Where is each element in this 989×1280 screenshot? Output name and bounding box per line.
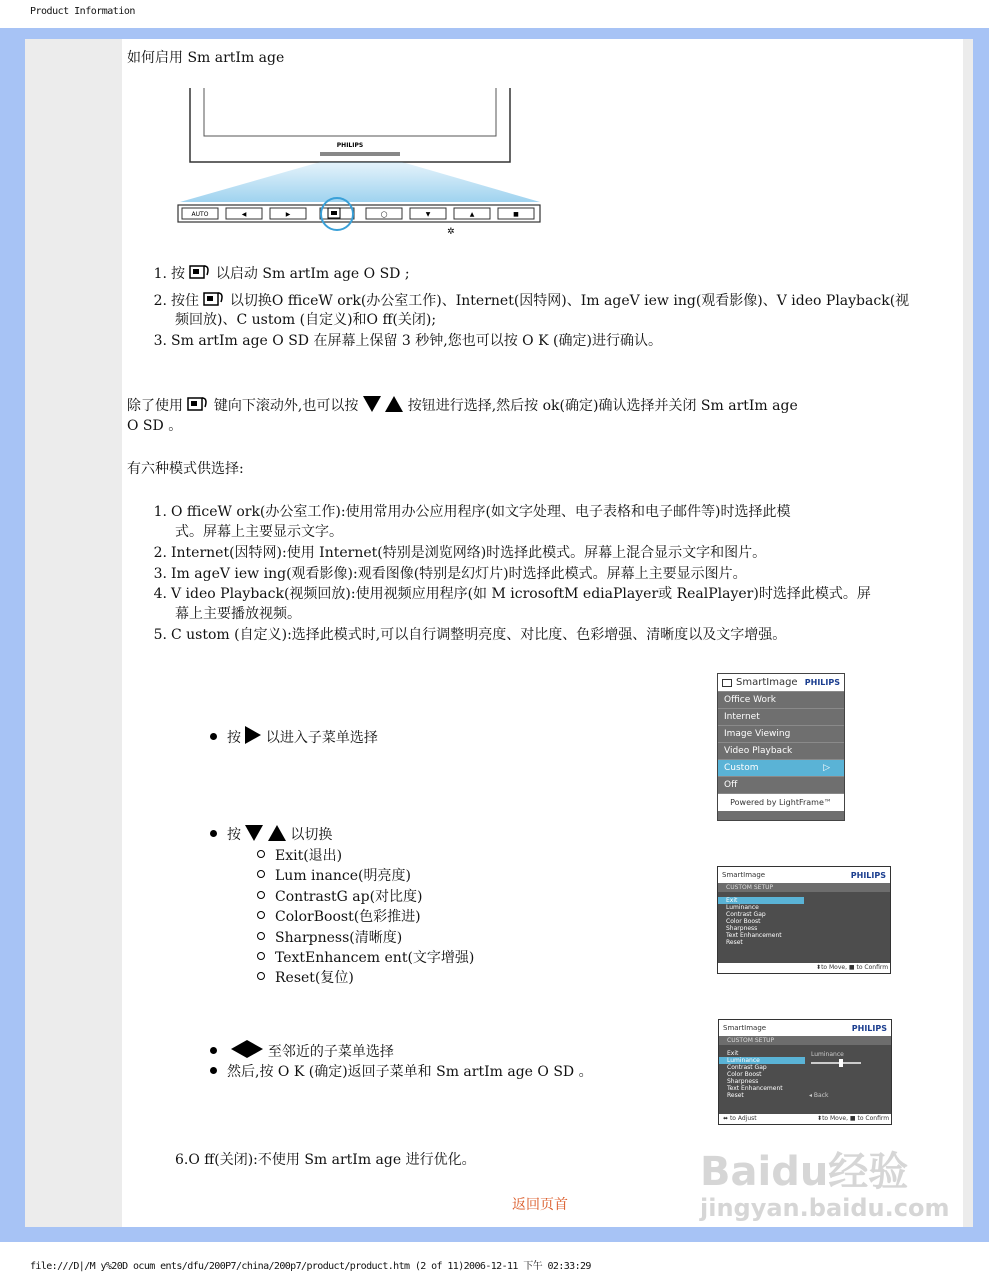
sub-item: Sharpness(清晰度) xyxy=(257,928,402,948)
page-footer-path: file:///D|/M y%20D ocum ents/dfu/200P7/china/200p7/product/product.htm (2 of 11)2006-12-11 下午 02:33:29 xyxy=(30,1261,591,1272)
osd-titlebar xyxy=(718,674,844,691)
circle-bullet-icon xyxy=(257,932,265,940)
osd-subtitle: CUSTOM SETUP xyxy=(719,1036,891,1045)
osd-item: Internet xyxy=(718,708,844,725)
bullet-confirm: 然后,按 O K (确定)返回子菜单和 Sm artIm age O SD 。 xyxy=(210,1062,593,1082)
svg-text:◯: ◯ xyxy=(380,211,388,218)
osd-brand: PHILIPS xyxy=(804,678,840,687)
step-2-cont: 频回放)、C ustom (自定义)和O ff(关闭); xyxy=(175,312,437,328)
back-to-top-link[interactable]: 返回页首 xyxy=(512,1197,568,1213)
circle-bullet-icon xyxy=(257,952,265,960)
osd-list xyxy=(719,1050,805,1099)
osd-item: Image Viewing xyxy=(718,725,844,742)
osd-slider-knob xyxy=(839,1059,843,1067)
osd-item: Reset xyxy=(726,939,743,946)
mode-2: 2. Internet(因特网):使用 Internet(特别是浏览网络)时选择此模式。屏幕上混合显示文字和图片。 xyxy=(153,545,767,561)
bullet-icon xyxy=(210,830,217,837)
osd-item-selected: Luminance xyxy=(719,1057,805,1064)
circle-bullet-icon xyxy=(257,870,265,878)
circle-bullet-icon xyxy=(257,891,265,899)
osd-title: SmartImage xyxy=(723,1024,767,1032)
osd-value-label: Luminance xyxy=(811,1051,844,1058)
osd-item: Sharpness xyxy=(727,1078,759,1085)
circle-bullet-icon xyxy=(257,972,265,980)
mode-4-cont: 幕上主要播放视频。 xyxy=(175,606,301,622)
up-arrow-icon xyxy=(385,396,403,412)
sub-item: ColorBoost(色彩推进) xyxy=(257,907,421,927)
bullet-enter-submenu: 按 以进入子菜单选择 xyxy=(210,726,378,748)
sub-item: TextEnhancem ent(文字增强) xyxy=(257,948,474,968)
section-heading: 如何启用 Sm artIm age xyxy=(127,50,285,66)
osd-item: Exit xyxy=(727,1050,739,1057)
osd-title: SmartImage xyxy=(722,871,766,879)
osd-footer: ⬍to Move, ■ to Confirm xyxy=(718,963,890,973)
osd-slider xyxy=(811,1062,861,1064)
scroll-paragraph-cont: O SD 。 xyxy=(127,418,183,434)
mode-1-cont: 式。屏幕上主要显示文字。 xyxy=(175,524,343,540)
osd-main-menu xyxy=(717,673,845,821)
osd-footer: Powered by LightFrame™ xyxy=(718,793,844,811)
six-modes-heading: 有六种模式供选择: xyxy=(127,461,244,477)
up-down-icon: ⬍ xyxy=(816,964,822,971)
osd-brand: PHILIPS xyxy=(850,870,886,880)
left-arrow-icon xyxy=(231,1040,247,1058)
bullet-icon xyxy=(210,1047,217,1054)
smartimage-button-icon xyxy=(187,395,209,413)
mode-3: 3. Im ageV iew ing(观看影像):观看图像(特别是幻灯片)时选择此模式。屏幕上主要显示图片。 xyxy=(153,566,747,582)
svg-text:◀: ◀ xyxy=(241,211,247,218)
osd-subtitle: CUSTOM SETUP xyxy=(718,883,890,892)
osd-luminance xyxy=(718,1019,892,1125)
right-arrow-icon xyxy=(245,726,261,744)
smartimage-button-icon xyxy=(189,263,211,281)
osd-item: Color Boost xyxy=(726,918,761,925)
smartimage-icon xyxy=(722,679,732,687)
up-down-icon: ⬍ xyxy=(817,1115,823,1122)
svg-text:▶: ▶ xyxy=(285,211,291,218)
smartimage-button-icon xyxy=(203,290,225,308)
bullet-switch: 按 以切换 xyxy=(210,825,332,845)
svg-text:AUTO: AUTO xyxy=(191,211,209,218)
right-bar xyxy=(963,39,973,1227)
osd-brand: PHILIPS xyxy=(851,1023,887,1033)
osd-item: Off xyxy=(718,776,844,793)
circle-bullet-icon xyxy=(257,911,265,919)
down-arrow-icon xyxy=(363,396,381,412)
svg-text:■: ■ xyxy=(513,211,519,218)
down-arrow-icon xyxy=(245,825,263,841)
step-2: 2. 按住 以切换O fficeW ork(办公室工作)、Internet(因特网)、Im ageV iew ing(观看影像)、V ideo Playback(视 xyxy=(147,290,909,311)
osd-item: Text Enhancement xyxy=(727,1085,783,1092)
mode-5: 5. C ustom (自定义):选择此模式时,可以自行调整明亮度、对比度、色彩增强、清晰度以及文字增强。 xyxy=(153,627,787,643)
svg-text:▲: ▲ xyxy=(469,211,475,218)
left-right-icon: ⬌ xyxy=(723,1115,730,1122)
svg-text:✲: ✲ xyxy=(447,227,455,237)
sub-item: Reset(复位) xyxy=(257,968,354,988)
right-arrow-icon xyxy=(247,1040,263,1058)
osd-item: Color Boost xyxy=(727,1071,762,1078)
left-column xyxy=(25,39,122,1227)
bullet-icon xyxy=(210,1067,217,1074)
baidu-watermark: Baidu经验 jingyan.baidu.com xyxy=(700,1149,950,1222)
osd-item-selected: Exit xyxy=(718,897,804,904)
circle-bullet-icon xyxy=(257,850,265,858)
up-arrow-icon xyxy=(268,825,286,841)
osd-footer: ⬌ to Adjust ⬍to Move, ■ to Confirm xyxy=(719,1114,891,1124)
osd-title: SmartImage xyxy=(736,677,798,688)
bullet-icon xyxy=(210,733,217,740)
scroll-paragraph: 除了使用 键向下滚动外,也可以按 按钮进行选择,然后按 ok(确定)确认选择并关闭 Sm artIm age xyxy=(127,395,798,416)
bullet-adjacent-submenu: 至邻近的子菜单选择 xyxy=(210,1040,394,1062)
osd-item-selected: Custom ▷ xyxy=(718,759,844,776)
back-arrow-icon: ◂ xyxy=(809,1092,814,1099)
step-3: 3. Sm artIm age O SD 在屏幕上保留 3 秒钟,您也可以按 O K (确定)进行确认。 xyxy=(153,333,662,349)
play-icon: ▷ xyxy=(823,763,830,773)
sub-item: Exit(退出) xyxy=(257,846,342,866)
osd-back: ◂ Back xyxy=(809,1092,829,1099)
sub-item: ContrastG ap(对比度) xyxy=(257,887,423,907)
mode-6: 6.O ff(关闭):不使用 Sm artIm age 进行优化。 xyxy=(175,1152,476,1168)
osd-item: Video Playback xyxy=(718,742,844,759)
osd-item: Office Work xyxy=(718,691,844,708)
mode-4: 4. V ideo Playback(视频回放):使用视频应用程序(如 M icrosoftM ediaPlayer或 RealPlayer)时选择此模式。屏 xyxy=(153,586,871,602)
osd-item: Luminance xyxy=(726,904,759,911)
osd-item: Sharpness xyxy=(726,925,758,932)
osd-list xyxy=(718,897,804,946)
sub-item: Lum inance(明亮度) xyxy=(257,866,411,886)
osd-item: Contrast Gap xyxy=(727,1064,767,1071)
step-1: 1. 按 以启动 Sm artIm age O SD ; xyxy=(147,263,410,284)
osd-item: Text Enhancement xyxy=(726,932,782,939)
monitor-brand: PHILIPS xyxy=(336,142,364,149)
monitor-illustration xyxy=(170,84,550,239)
svg-text:▼: ▼ xyxy=(425,211,431,218)
page-header: Product Information xyxy=(30,6,135,17)
osd-item: Reset xyxy=(727,1092,744,1099)
osd-custom-setup xyxy=(717,866,891,974)
osd-item: Contrast Gap xyxy=(726,911,766,918)
mode-1: 1. O fficeW ork(办公室工作):使用常用办公应用程序(如文字处理、电子表格和电子邮件等)时选择此模 xyxy=(153,504,791,520)
